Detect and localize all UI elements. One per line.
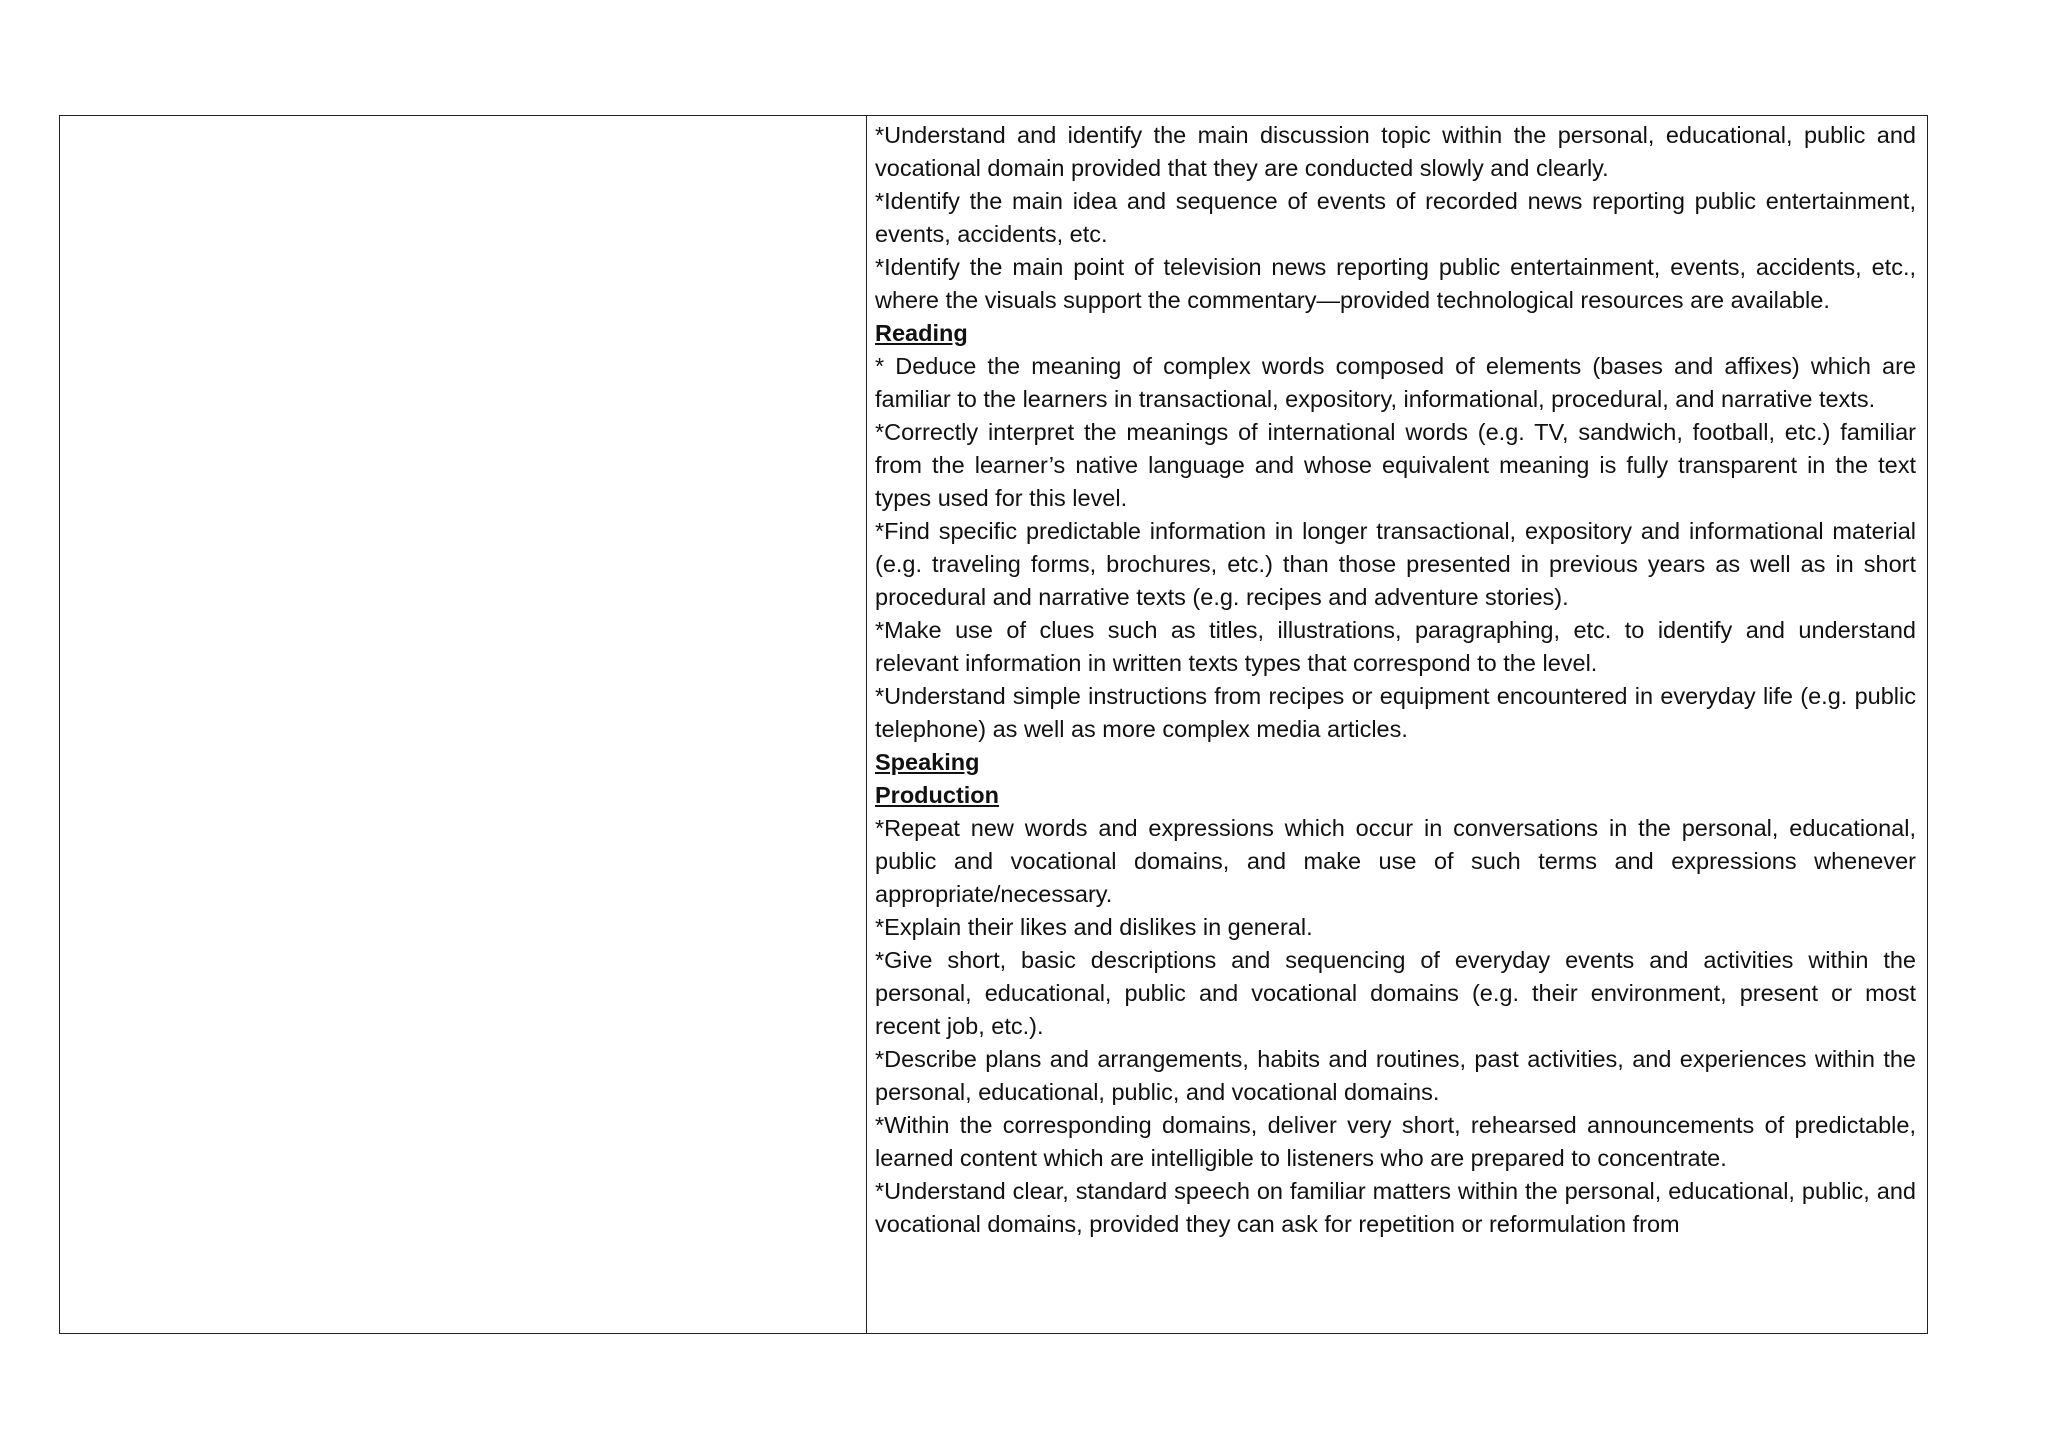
table-cell-left	[60, 116, 867, 1333]
speaking-objective-4: *Describe plans and arrangements, habits and routines, past activities, and experiences within the personal, educational, public, and vocational domains.	[875, 1046, 1916, 1105]
production-heading: Production	[875, 782, 1000, 808]
speaking-objective-3: *Give short, basic descriptions and sequencing of everyday events and activities within the personal, educational, public and vocational domains (e.g. their environment, present or most recent job, etc.).	[875, 947, 1916, 1039]
reading-objective-4: *Make use of clues such as titles, illustrations, paragraphing, etc. to identify and understand relevant information in written texts types that correspond to the level.	[875, 617, 1916, 676]
speaking-objective-2: *Explain their likes and dislikes in general.	[875, 914, 1313, 940]
reading-objective-3: *Find specific predictable information in longer transactional, expository and informational material (e.g. traveling forms, brochures, etc.) than those presented in previous years as well as in short procedural and narrative texts (e.g. recipes and adventure stories).	[875, 518, 1916, 610]
table-cell-right	[867, 116, 1927, 1333]
listening-objective-2: *Identify the main idea and sequence of events of recorded news reporting public entertainment, events, accidents, etc.	[875, 188, 1916, 247]
content-table	[59, 115, 1928, 1334]
listening-objective-1: *Understand and identify the main discussion topic within the personal, educational, public and vocational domain provided that they are conducted slowly and clearly.	[875, 122, 1916, 181]
speaking-objective-5: *Within the corresponding domains, deliver very short, rehearsed announcements of predictable, learned content which are intelligible to listeners who are prepared to concentrate.	[875, 1112, 1916, 1171]
reading-objective-2: *Correctly interpret the meanings of international words (e.g. TV, sandwich, football, etc.) familiar from the learner’s native language and whose equivalent meaning is fully transparent in the text types used for this level.	[875, 419, 1916, 511]
reading-heading: Reading	[875, 320, 968, 346]
reading-objective-1: * Deduce the meaning of complex words composed of elements (bases and affixes) which are familiar to the learners in transactional, expository, informational, procedural, and narrative texts.	[875, 353, 1916, 412]
speaking-heading: Speaking	[875, 749, 980, 775]
speaking-objective-6: *Understand clear, standard speech on familiar matters within the personal, educational, public, and vocational domains, provided they can ask for repetition or reformulation from	[875, 1178, 1916, 1237]
reading-objective-5: *Understand simple instructions from recipes or equipment encountered in everyday life (e.g. public telephone) as well as more complex media articles.	[875, 683, 1916, 742]
speaking-objective-1: *Repeat new words and expressions which occur in conversations in the personal, educational, public and vocational domains, and make use of such terms and expressions whenever appropriate/necessary.	[875, 815, 1916, 907]
listening-objective-3: *Identify the main point of television news reporting public entertainment, events, accidents, etc., where the visuals support the commentary—provided technological resources are available.	[875, 254, 1916, 313]
